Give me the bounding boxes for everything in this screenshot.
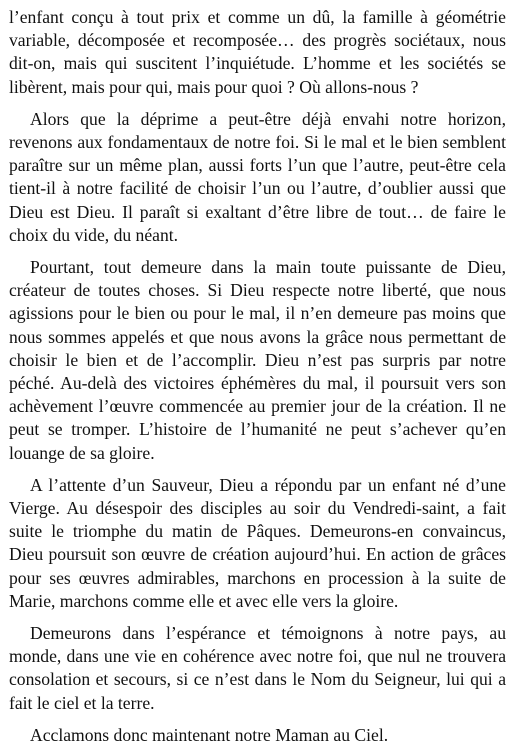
paragraph-hope: Demeurons dans l’espérance et témoignons à notre pays, au monde, dans une vie en cohérence avec notre foi, que nul ne trouvera consolation et secours, si ce n’est dans le Nom du Seigneur, lui qui a fait le ciel et la terre. [9, 623, 506, 713]
paragraph-acclamation: Acclamons donc maintenant notre Maman au Ciel. [30, 724, 389, 745]
paragraph-creator: Pourtant, tout demeure dans la main toute puissante de Dieu, créateur de toutes choses. Si Dieu respecte notre liberté, que nous agissions pour le bien ou pour le mal, il n’en demeure pas moins que nous sommes appelés et que nous avons la grâce nous permettant de choisir le bien et de l’accomplir. Dieu n’est pas surpris par notre péché. Au-delà des victoires éphémères du mal, il poursuit vers son achèvement l’œuvre commencée au premier jour de la création. Il ne peut se tromper. L’histoire de l’humanité ne peut s’achever qu’en louange de sa gloire. [9, 257, 506, 463]
paragraph-continuation: l’enfant conçu à tout prix et comme un dû, la famille à géométrie variable, décomposée et recomposée… des progrès sociétaux, nous dit-on, mais qui suscitent l’inquiétude. L’homme et les sociétés se libèrent, mais pour qui, mais pour quoi ? Où allons-nous ? [9, 7, 506, 97]
paragraph-fundamentals: Alors que la déprime a peut-être déjà envahi notre horizon, revenons aux fondamentaux de notre foi. Si le mal et le bien semblent paraître sur un même plan, aussi forts l’un que l’autre, peut-être cela tient-il à notre facilité de choisir l’un ou l’autre, d’oublier aussi que Dieu est Dieu. Il paraît si exaltant d’être libre de tout… de faire le choix du vide, du néant. [9, 108, 506, 245]
paragraph-savior: A l’attente d’un Sauveur, Dieu a répondu par un enfant né d’une Vierge. Au désespoir des disciples au soir du Vendredi-saint, a fait suite le triomphe du matin de Pâques. Demeurons-en convaincus, Dieu poursuit son œuvre de création aujourd’hui. En action de grâces pour ses œuvres admirables, marchons en procession à la suite de Marie, marchons comme elle et avec elle vers la gloire. [9, 474, 506, 611]
